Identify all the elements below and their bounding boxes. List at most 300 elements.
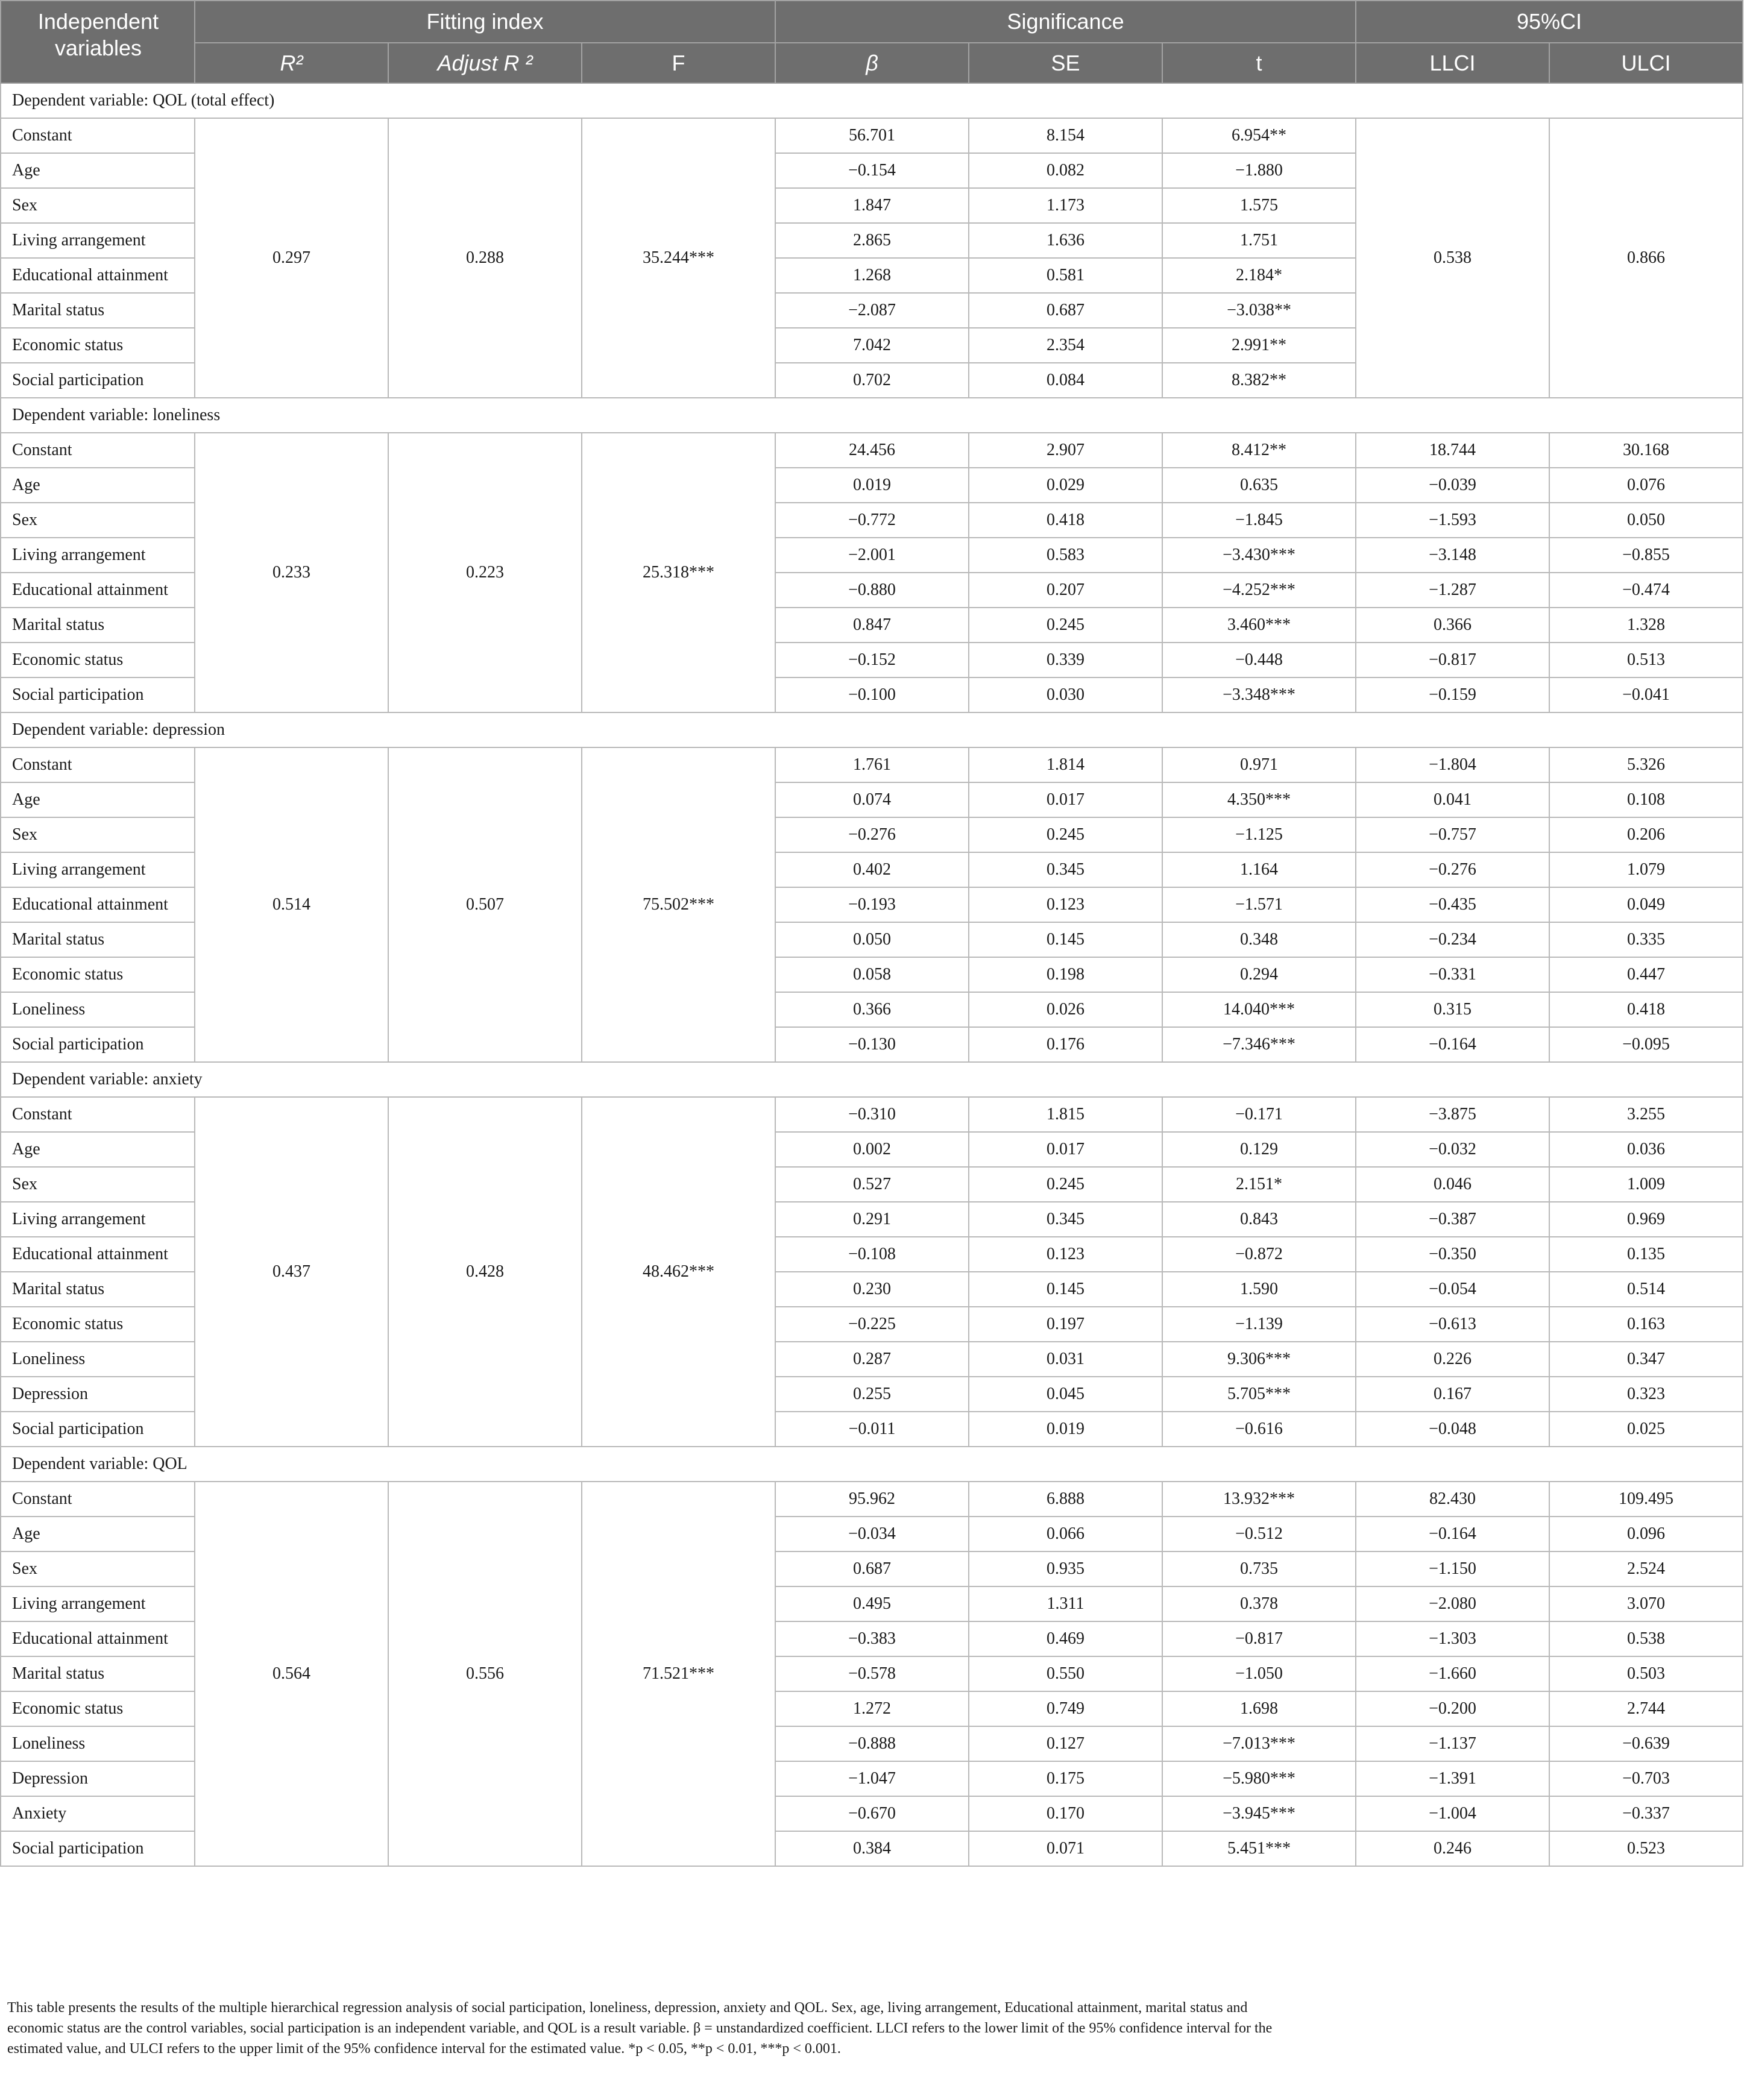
- se-value: 0.019: [969, 1412, 1162, 1447]
- row-label: Educational attainment: [1, 1621, 195, 1656]
- ulci-value: 0.108: [1549, 782, 1743, 817]
- se-value: 0.017: [969, 1132, 1162, 1167]
- t-value: 14.040***: [1162, 992, 1356, 1027]
- se-value: 0.245: [969, 817, 1162, 852]
- se-value: 0.581: [969, 258, 1162, 293]
- row-label: Loneliness: [1, 992, 195, 1027]
- llci-value: −1.137: [1356, 1726, 1549, 1761]
- section-header-row: [1, 1062, 1743, 1097]
- t-value: −3.945***: [1162, 1796, 1356, 1831]
- se-value: 0.066: [969, 1517, 1162, 1551]
- se-value: 0.170: [969, 1796, 1162, 1831]
- ulci-value: 0.418: [1549, 992, 1743, 1027]
- beta-value: 0.287: [775, 1342, 969, 1377]
- row-label: Age: [1, 468, 195, 503]
- beta-value: 0.847: [775, 608, 969, 643]
- t-value: −1.050: [1162, 1656, 1356, 1691]
- t-value: −3.038**: [1162, 293, 1356, 328]
- t-value: −3.430***: [1162, 538, 1356, 573]
- t-value: 3.460***: [1162, 608, 1356, 643]
- row-label: Sex: [1, 503, 195, 538]
- se-value: 0.127: [969, 1726, 1162, 1761]
- llci-value: −0.613: [1356, 1307, 1549, 1342]
- se-value: 0.245: [969, 608, 1162, 643]
- adjusted-r2-value: 0.223: [388, 433, 582, 712]
- table-row: [1, 118, 1743, 153]
- row-label: Constant: [1, 433, 195, 468]
- se-value: 0.207: [969, 573, 1162, 608]
- t-value: −3.348***: [1162, 677, 1356, 712]
- t-value: 0.348: [1162, 922, 1356, 957]
- row-label: Social participation: [1, 677, 195, 712]
- row-label: Sex: [1, 817, 195, 852]
- se-value: 1.173: [969, 188, 1162, 223]
- row-label: Educational attainment: [1, 1237, 195, 1272]
- row-label: Living arrangement: [1, 223, 195, 258]
- llci-value: −3.148: [1356, 538, 1549, 573]
- ulci-value: 1.328: [1549, 608, 1743, 643]
- llci-value: 18.744: [1356, 433, 1549, 468]
- llci-value: −3.875: [1356, 1097, 1549, 1132]
- row-label: Social participation: [1, 1027, 195, 1062]
- row-label: Living arrangement: [1, 538, 195, 573]
- beta-value: −0.225: [775, 1307, 969, 1342]
- t-value: 0.635: [1162, 468, 1356, 503]
- r2-value: 0.564: [195, 1482, 388, 1866]
- llci-value: 0.046: [1356, 1167, 1549, 1202]
- t-value: 2.991**: [1162, 328, 1356, 363]
- se-value: 0.245: [969, 1167, 1162, 1202]
- llci-value: −1.004: [1356, 1796, 1549, 1831]
- se-value: 0.082: [969, 153, 1162, 188]
- table-row: [1, 433, 1743, 468]
- r2-value: 0.233: [195, 433, 388, 712]
- adjusted-r2-value: 0.556: [388, 1482, 582, 1866]
- beta-value: −1.047: [775, 1761, 969, 1796]
- ulci-value: −0.639: [1549, 1726, 1743, 1761]
- beta-value: −0.108: [775, 1237, 969, 1272]
- beta-value: 0.495: [775, 1586, 969, 1621]
- ulci-value: 3.255: [1549, 1097, 1743, 1132]
- llci-value: −1.287: [1356, 573, 1549, 608]
- t-value: 2.151*: [1162, 1167, 1356, 1202]
- se-value: 0.029: [969, 468, 1162, 503]
- se-value: 8.154: [969, 118, 1162, 153]
- beta-value: 95.962: [775, 1482, 969, 1517]
- llci-value: −0.757: [1356, 817, 1549, 852]
- row-label: Educational attainment: [1, 887, 195, 922]
- ulci-value: 30.168: [1549, 433, 1743, 468]
- se-value: 0.145: [969, 1272, 1162, 1307]
- t-value: 5.705***: [1162, 1377, 1356, 1412]
- r2-value: 0.297: [195, 118, 388, 398]
- llci-value: −0.200: [1356, 1691, 1549, 1726]
- beta-value: 7.042: [775, 328, 969, 363]
- ulci-value: −0.703: [1549, 1761, 1743, 1796]
- row-label: Age: [1, 1517, 195, 1551]
- row-label: Age: [1, 782, 195, 817]
- t-value: −1.125: [1162, 817, 1356, 852]
- se-value: 1.815: [969, 1097, 1162, 1132]
- se-value: 0.071: [969, 1831, 1162, 1866]
- beta-value: −0.100: [775, 677, 969, 712]
- row-label: Age: [1, 153, 195, 188]
- t-value: −0.817: [1162, 1621, 1356, 1656]
- header-beta: β: [775, 43, 969, 83]
- t-value: 6.954**: [1162, 118, 1356, 153]
- llci-value: −0.054: [1356, 1272, 1549, 1307]
- section-title: Dependent variable: QOL (total effect): [1, 83, 1743, 118]
- beta-value: 0.019: [775, 468, 969, 503]
- llci-value: 0.167: [1356, 1377, 1549, 1412]
- row-label: Educational attainment: [1, 258, 195, 293]
- row-label: Living arrangement: [1, 1586, 195, 1621]
- se-value: 0.123: [969, 887, 1162, 922]
- ulci-value: 0.135: [1549, 1237, 1743, 1272]
- llci-value: 0.366: [1356, 608, 1549, 643]
- se-value: 0.583: [969, 538, 1162, 573]
- row-label: Marital status: [1, 922, 195, 957]
- t-value: −7.013***: [1162, 1726, 1356, 1761]
- section-title: Dependent variable: depression: [1, 712, 1743, 747]
- ulci-value: 0.503: [1549, 1656, 1743, 1691]
- t-value: 0.378: [1162, 1586, 1356, 1621]
- t-value: −0.448: [1162, 643, 1356, 677]
- t-value: 0.843: [1162, 1202, 1356, 1237]
- llci-value: −0.164: [1356, 1517, 1549, 1551]
- t-value: −0.616: [1162, 1412, 1356, 1447]
- ulci-value: 0.050: [1549, 503, 1743, 538]
- table-row: [1, 1482, 1743, 1517]
- ulci-value: 0.447: [1549, 957, 1743, 992]
- beta-value: −0.276: [775, 817, 969, 852]
- t-value: 0.735: [1162, 1551, 1356, 1586]
- beta-value: −0.154: [775, 153, 969, 188]
- t-value: 4.350***: [1162, 782, 1356, 817]
- beta-value: 0.255: [775, 1377, 969, 1412]
- llci-value: −0.350: [1356, 1237, 1549, 1272]
- header-llci: LLCI: [1356, 43, 1549, 83]
- f-value: 35.244***: [582, 118, 775, 398]
- ulci-value: −0.855: [1549, 538, 1743, 573]
- se-value: 1.636: [969, 223, 1162, 258]
- beta-value: 0.384: [775, 1831, 969, 1866]
- se-value: 0.198: [969, 957, 1162, 992]
- beta-value: −0.034: [775, 1517, 969, 1551]
- row-label: Economic status: [1, 1307, 195, 1342]
- row-label: Marital status: [1, 1656, 195, 1691]
- ulci-value: 0.206: [1549, 817, 1743, 852]
- llci-value: −1.804: [1356, 747, 1549, 782]
- llci-value: −1.303: [1356, 1621, 1549, 1656]
- ulci-value: 2.524: [1549, 1551, 1743, 1586]
- llci-value: −1.391: [1356, 1761, 1549, 1796]
- ulci-value: 1.079: [1549, 852, 1743, 887]
- t-value: 1.751: [1162, 223, 1356, 258]
- adjusted-r2-value: 0.428: [388, 1097, 582, 1447]
- beta-value: 0.366: [775, 992, 969, 1027]
- row-label: Sex: [1, 188, 195, 223]
- se-value: 0.197: [969, 1307, 1162, 1342]
- se-value: 0.031: [969, 1342, 1162, 1377]
- t-value: 9.306***: [1162, 1342, 1356, 1377]
- beta-value: −0.888: [775, 1726, 969, 1761]
- row-label: Living arrangement: [1, 1202, 195, 1237]
- table-row: [1, 747, 1743, 782]
- se-value: 0.176: [969, 1027, 1162, 1062]
- beta-value: 1.268: [775, 258, 969, 293]
- f-value: 25.318***: [582, 433, 775, 712]
- llci-value: −0.387: [1356, 1202, 1549, 1237]
- llci-value: −0.234: [1356, 922, 1549, 957]
- llci-value: −1.593: [1356, 503, 1549, 538]
- section-title: Dependent variable: anxiety: [1, 1062, 1743, 1097]
- se-value: 0.084: [969, 363, 1162, 398]
- row-label: Marital status: [1, 293, 195, 328]
- se-value: 0.550: [969, 1656, 1162, 1691]
- beta-value: −0.011: [775, 1412, 969, 1447]
- llci-value: −0.039: [1356, 468, 1549, 503]
- f-value: 71.521***: [582, 1482, 775, 1866]
- beta-value: −0.383: [775, 1621, 969, 1656]
- ulci-value: 2.744: [1549, 1691, 1743, 1726]
- t-value: −1.845: [1162, 503, 1356, 538]
- t-value: −5.980***: [1162, 1761, 1356, 1796]
- llci-value: −0.048: [1356, 1412, 1549, 1447]
- llci-value: −0.331: [1356, 957, 1549, 992]
- se-value: 0.175: [969, 1761, 1162, 1796]
- se-value: 0.030: [969, 677, 1162, 712]
- t-value: −1.880: [1162, 153, 1356, 188]
- beta-value: 0.002: [775, 1132, 969, 1167]
- ulci-value: 0.513: [1549, 643, 1743, 677]
- beta-value: 0.702: [775, 363, 969, 398]
- llci-value: −0.159: [1356, 677, 1549, 712]
- header-f: F: [582, 43, 775, 83]
- f-value: 48.462***: [582, 1097, 775, 1447]
- row-label: Loneliness: [1, 1342, 195, 1377]
- ulci-value: −0.337: [1549, 1796, 1743, 1831]
- section-header-row: [1, 398, 1743, 433]
- table-body: [1, 83, 1743, 1866]
- row-label: Age: [1, 1132, 195, 1167]
- llci-value: 82.430: [1356, 1482, 1549, 1517]
- t-value: −1.571: [1162, 887, 1356, 922]
- row-label: Constant: [1, 747, 195, 782]
- llci-value: −0.032: [1356, 1132, 1549, 1167]
- section-header-row: [1, 83, 1743, 118]
- se-value: 0.418: [969, 503, 1162, 538]
- row-label: Social participation: [1, 363, 195, 398]
- ulci-value: 0.969: [1549, 1202, 1743, 1237]
- row-label: Educational attainment: [1, 573, 195, 608]
- beta-value: −0.578: [775, 1656, 969, 1691]
- ulci-value: 0.096: [1549, 1517, 1743, 1551]
- beta-value: 0.402: [775, 852, 969, 887]
- section-title: Dependent variable: loneliness: [1, 398, 1743, 433]
- row-label: Marital status: [1, 1272, 195, 1307]
- beta-value: 1.847: [775, 188, 969, 223]
- beta-value: −0.670: [775, 1796, 969, 1831]
- ulci-value: 0.335: [1549, 922, 1743, 957]
- header-significance: Significance: [775, 1, 1356, 43]
- header-ulci: ULCI: [1549, 43, 1743, 83]
- f-value: 75.502***: [582, 747, 775, 1062]
- se-value: 0.123: [969, 1237, 1162, 1272]
- header-row-columns: [1, 43, 1743, 83]
- beta-value: 0.687: [775, 1551, 969, 1586]
- header-adjusted-r2: Adjust R ²: [388, 43, 582, 83]
- t-value: −7.346***: [1162, 1027, 1356, 1062]
- llci-value: −0.435: [1356, 887, 1549, 922]
- row-label: Economic status: [1, 957, 195, 992]
- header-r2: R²: [195, 43, 388, 83]
- llci-value: −1.660: [1356, 1656, 1549, 1691]
- t-value: 2.184*: [1162, 258, 1356, 293]
- llci-value: −1.150: [1356, 1551, 1549, 1586]
- r2-value: 0.514: [195, 747, 388, 1062]
- beta-value: −0.130: [775, 1027, 969, 1062]
- row-label: Economic status: [1, 643, 195, 677]
- t-value: −4.252***: [1162, 573, 1356, 608]
- t-value: 1.698: [1162, 1691, 1356, 1726]
- llci-value: −2.080: [1356, 1586, 1549, 1621]
- beta-value: 0.527: [775, 1167, 969, 1202]
- llci-value: 0.315: [1356, 992, 1549, 1027]
- t-value: −0.872: [1162, 1237, 1356, 1272]
- ulci-value: 0.347: [1549, 1342, 1743, 1377]
- row-label: Social participation: [1, 1412, 195, 1447]
- beta-value: 56.701: [775, 118, 969, 153]
- se-value: 0.339: [969, 643, 1162, 677]
- llci-value: −0.817: [1356, 643, 1549, 677]
- se-value: 0.935: [969, 1551, 1162, 1586]
- header-t: t: [1162, 43, 1356, 83]
- ulci-value: 0.163: [1549, 1307, 1743, 1342]
- r2-value: 0.437: [195, 1097, 388, 1447]
- se-value: 0.469: [969, 1621, 1162, 1656]
- beta-value: 1.761: [775, 747, 969, 782]
- header-95-ci: 95%CI: [1356, 1, 1743, 43]
- ulci-value: 0.049: [1549, 887, 1743, 922]
- adjusted-r2-value: 0.288: [388, 118, 582, 398]
- llci-value: −0.276: [1356, 852, 1549, 887]
- se-value: 0.026: [969, 992, 1162, 1027]
- se-value: 0.145: [969, 922, 1162, 957]
- row-label: Sex: [1, 1167, 195, 1202]
- row-label: Marital status: [1, 608, 195, 643]
- se-value: 0.749: [969, 1691, 1162, 1726]
- se-value: 0.045: [969, 1377, 1162, 1412]
- row-label: Constant: [1, 1482, 195, 1517]
- se-value: 1.311: [969, 1586, 1162, 1621]
- ulci-value: 1.009: [1549, 1167, 1743, 1202]
- se-value: 0.017: [969, 782, 1162, 817]
- ulci-value: 0.036: [1549, 1132, 1743, 1167]
- beta-value: 0.074: [775, 782, 969, 817]
- beta-value: −2.087: [775, 293, 969, 328]
- header-independent-variables: Independent variables: [1, 1, 195, 83]
- ulci-value: −0.474: [1549, 573, 1743, 608]
- table-header: [1, 1, 1743, 83]
- t-value: 0.971: [1162, 747, 1356, 782]
- se-value: 2.907: [969, 433, 1162, 468]
- beta-value: −0.193: [775, 887, 969, 922]
- ulci-value: 109.495: [1549, 1482, 1743, 1517]
- beta-value: 0.058: [775, 957, 969, 992]
- llci-value: −0.164: [1356, 1027, 1549, 1062]
- llci-value: 0.226: [1356, 1342, 1549, 1377]
- llci-value: 0.538: [1356, 118, 1549, 398]
- t-value: 0.129: [1162, 1132, 1356, 1167]
- ulci-value: 0.523: [1549, 1831, 1743, 1866]
- ulci-value: −0.041: [1549, 677, 1743, 712]
- adjusted-r2-value: 0.507: [388, 747, 582, 1062]
- row-label: Social participation: [1, 1831, 195, 1866]
- row-label: Living arrangement: [1, 852, 195, 887]
- beta-value: 1.272: [775, 1691, 969, 1726]
- row-label: Sex: [1, 1551, 195, 1586]
- ulci-value: 3.070: [1549, 1586, 1743, 1621]
- table-footnote: This table presents the results of the multiple hierarchical regression analysis of social participation, loneliness, depression, anxiety and QOL. Sex, age, living arrangement, Educational attainment, marital status and economic status are the control variables, social participation is an independent variable, and QOL is a result variable. β = unstandardized coefficient. LLCI refers to the lower limit of the 95% confidence interval for the estimated value, and ULCI refers to the upper limit of the 95% confidence interval for the estimated value. *p < 0.05, **p < 0.01, ***p < 0.001.: [7, 2000, 1273, 2057]
- row-label: Economic status: [1, 1691, 195, 1726]
- section-header-row: [1, 1447, 1743, 1482]
- ulci-value: −0.095: [1549, 1027, 1743, 1062]
- llci-value: 0.246: [1356, 1831, 1549, 1866]
- ulci-value: 0.323: [1549, 1377, 1743, 1412]
- se-value: 1.814: [969, 747, 1162, 782]
- row-label: Constant: [1, 118, 195, 153]
- section-header-row: [1, 712, 1743, 747]
- row-label: Depression: [1, 1377, 195, 1412]
- table-row: [1, 1097, 1743, 1132]
- llci-value: 0.041: [1356, 782, 1549, 817]
- header-se: SE: [969, 43, 1162, 83]
- row-label: Anxiety: [1, 1796, 195, 1831]
- t-value: 5.451***: [1162, 1831, 1356, 1866]
- se-value: 0.345: [969, 852, 1162, 887]
- ulci-value: 0.025: [1549, 1412, 1743, 1447]
- se-value: 6.888: [969, 1482, 1162, 1517]
- t-value: 1.575: [1162, 188, 1356, 223]
- row-label: Constant: [1, 1097, 195, 1132]
- header-fitting-index: Fitting index: [195, 1, 775, 43]
- beta-value: −0.772: [775, 503, 969, 538]
- beta-value: 24.456: [775, 433, 969, 468]
- row-label: Depression: [1, 1761, 195, 1796]
- t-value: −0.512: [1162, 1517, 1356, 1551]
- beta-value: 2.865: [775, 223, 969, 258]
- se-value: 2.354: [969, 328, 1162, 363]
- beta-value: 0.050: [775, 922, 969, 957]
- beta-value: 0.291: [775, 1202, 969, 1237]
- ulci-value: 0.538: [1549, 1621, 1743, 1656]
- t-value: 0.294: [1162, 957, 1356, 992]
- row-label: Loneliness: [1, 1726, 195, 1761]
- beta-value: −2.001: [775, 538, 969, 573]
- t-value: −0.171: [1162, 1097, 1356, 1132]
- row-label: Economic status: [1, 328, 195, 363]
- t-value: 8.382**: [1162, 363, 1356, 398]
- ulci-value: 0.514: [1549, 1272, 1743, 1307]
- beta-value: 0.230: [775, 1272, 969, 1307]
- se-value: 0.687: [969, 293, 1162, 328]
- header-row-groups: [1, 1, 1743, 43]
- ulci-value: 0.076: [1549, 468, 1743, 503]
- t-value: 1.590: [1162, 1272, 1356, 1307]
- t-value: 13.932***: [1162, 1482, 1356, 1517]
- t-value: 8.412**: [1162, 433, 1356, 468]
